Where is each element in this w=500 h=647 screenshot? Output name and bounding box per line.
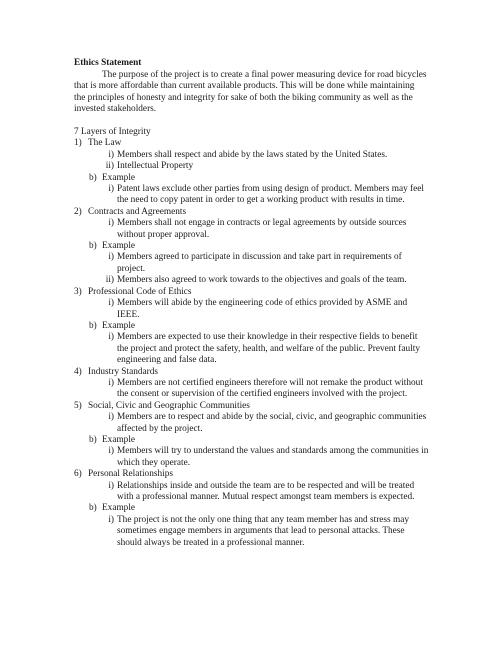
item-marker: i) (108, 252, 114, 263)
item-text: Relationships inside and outside the team are to be respected and will be treated with a professional manner. Mutual respect amongst team members is expected. (117, 480, 415, 502)
sub-marker: b) (89, 241, 97, 252)
item-marker: i) (108, 446, 114, 457)
item-text: Members will try to understand the values and standards among the communities in which they operate. (117, 446, 429, 468)
section-number: 4) (74, 366, 82, 377)
outline-item (74, 446, 430, 469)
sub-label: Example (102, 241, 136, 252)
example-subheading (74, 503, 430, 514)
section-title: Contracts and Agreements (88, 206, 187, 217)
section-title: The Law (88, 138, 122, 149)
item-text: Intellectual Property (117, 161, 194, 172)
sub-label: Example (102, 503, 136, 514)
item-marker: i) (108, 149, 114, 160)
item-marker: i) (108, 514, 114, 525)
outline-item (74, 275, 430, 286)
sub-marker: b) (89, 172, 97, 183)
sub-label: Example (102, 320, 136, 331)
section-number: 3) (74, 286, 82, 297)
outline-item (74, 184, 430, 207)
item-marker: i) (108, 184, 114, 195)
outline-item (74, 481, 430, 504)
example-subheading (74, 173, 430, 184)
item-text: The project is not the only one thing that any team member has and stress may sometimes engage members in arguments that lead to personal attacks. These should always be treated in a professional manner. (117, 514, 410, 548)
outline-item (74, 150, 430, 161)
outline-sections (74, 138, 430, 549)
outline-item (74, 161, 430, 172)
item-text: Members also agreed to work towards to the objectives and goals of the team. (117, 275, 407, 286)
outline-item (74, 332, 430, 366)
section-title: Personal Relationships (88, 469, 173, 480)
item-text: Members are expected to use their knowledge in their respective fields to benefit the project and protect the safety, health, and welfare of the public. Prevent faulty engineering and false data. (117, 332, 420, 366)
sub-label: Example (102, 172, 136, 183)
outline-section (74, 367, 430, 378)
sub-marker: b) (89, 434, 97, 445)
outline-item (74, 298, 430, 321)
item-marker: i) (108, 480, 114, 491)
item-text: Members shall respect and abide by the laws stated by the United States. (117, 149, 388, 160)
section-title: Industry Standards (88, 366, 158, 377)
item-text: Members shall not engage in contracts or legal agreements by outside sources without proper approval. (117, 218, 407, 240)
outline-item (74, 378, 430, 401)
section-number: 5) (74, 400, 82, 411)
outline-item (74, 252, 430, 275)
intro-paragraph (74, 70, 428, 116)
section-number: 2) (74, 206, 82, 217)
item-marker: ii) (105, 275, 114, 286)
item-text: Members will abide by the engineering code of ethics provided by ASME and IEEE. (117, 298, 408, 320)
item-text: Members are not certified engineers therefore will not remake the product without the consent or supervision of the certified engineers involved with the project. (117, 377, 423, 400)
outline-item (74, 515, 430, 549)
item-marker: i) (108, 332, 114, 343)
outline-heading: 7 Layers of Integrity (74, 127, 151, 137)
intro-text: The purpose of the project is to create a final power measuring device for road bicycles that is more affordable than current available products. This will be done while maintaining the principles of honesty and integrity for sake of both the biking community as well as the invested stakeholders. (74, 70, 427, 115)
item-marker: i) (108, 377, 114, 388)
sub-marker: b) (89, 320, 97, 331)
section-title: Social, Civic and Geographic Communities (88, 400, 250, 411)
outline-section (74, 401, 430, 412)
example-subheading (74, 435, 430, 446)
example-subheading (74, 241, 430, 252)
item-text: Members are to respect and abide by the social, civic, and geographic communities affected by the project. (117, 412, 427, 434)
document-title: Ethics Statement (74, 58, 142, 68)
item-marker: ii) (105, 161, 114, 172)
outline-section (74, 207, 430, 218)
outline-section (74, 138, 430, 149)
outline-item (74, 218, 430, 241)
sub-label: Example (102, 434, 136, 445)
section-number: 6) (74, 469, 82, 480)
item-marker: i) (108, 298, 114, 309)
section-number: 1) (74, 138, 82, 149)
sub-marker: b) (89, 503, 97, 514)
outline-section (74, 287, 430, 298)
section-title: Professional Code of Ethics (88, 286, 192, 297)
integrity-outline (74, 127, 430, 549)
item-text: Patent laws exclude other parties from using design of product. Members may feel the need to copy patent in order to get a working product with results in time. (117, 184, 424, 206)
item-marker: i) (108, 412, 114, 423)
outline-item (74, 412, 430, 435)
example-subheading (74, 321, 430, 332)
item-text: Members agreed to participate in discussion and take part in requirements of project. (117, 252, 402, 274)
outline-section (74, 469, 430, 480)
item-marker: i) (108, 218, 114, 229)
